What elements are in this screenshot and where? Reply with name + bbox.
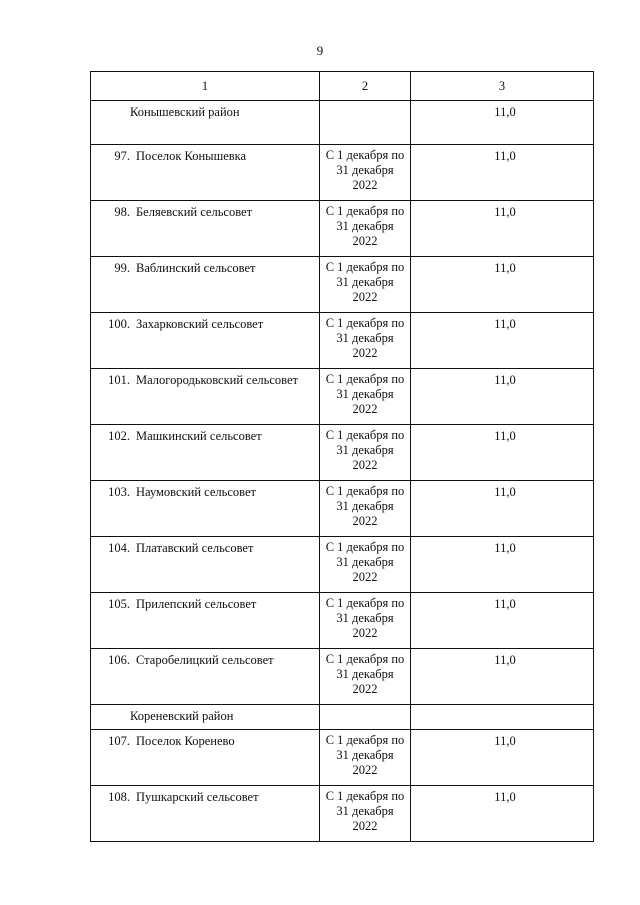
settlement-name: Машкинский сельсовет [136, 429, 262, 443]
row-number: 107. [108, 734, 130, 748]
value-text: 11,0 [494, 541, 516, 555]
value-text: 11,0 [494, 149, 516, 163]
table-body [91, 72, 594, 842]
settlement-cell [91, 425, 320, 481]
settlement-cell [91, 730, 320, 786]
table-row [91, 145, 594, 201]
period-cell [320, 145, 411, 201]
value-cell [411, 313, 594, 369]
district-value: 11,0 [494, 105, 516, 119]
period-text [320, 481, 410, 529]
period-line: 2022 [352, 290, 378, 304]
period-line: 31 декабря [336, 387, 394, 401]
period-text [320, 369, 410, 417]
settlement-name: Наумовский сельсовет [136, 485, 256, 499]
district-value [411, 705, 593, 709]
period-line: 31 декабря [336, 275, 394, 289]
period-line: 2022 [352, 346, 378, 360]
value-text: 11,0 [494, 790, 516, 804]
table-row [91, 786, 594, 842]
settlement-name: Старобелицкий сельсовет [136, 653, 274, 667]
table-row [91, 649, 594, 705]
row-number: 101. [108, 373, 130, 387]
settlement-cell [91, 369, 320, 425]
period-text [320, 649, 410, 697]
row-number: 104. [108, 541, 130, 555]
table-row [91, 593, 594, 649]
row-number: 106. [108, 653, 130, 667]
period-text [320, 786, 410, 834]
row-number: 97. [114, 149, 130, 163]
value-cell [411, 257, 594, 313]
period-line: 31 декабря [336, 611, 394, 625]
header-col-3: 3 [411, 72, 594, 101]
value-cell [411, 730, 594, 786]
row-number: 98. [114, 205, 130, 219]
period-cell [320, 786, 411, 842]
period-cell [320, 313, 411, 369]
header-col-2: 2 [320, 72, 411, 101]
period-line: 31 декабря [336, 555, 394, 569]
period-line: С 1 декабря по [325, 540, 405, 554]
settlement-name: Ваблинский сельсовет [136, 261, 256, 275]
period-line: С 1 декабря по [325, 372, 405, 386]
period-cell [320, 649, 411, 705]
table-row [91, 369, 594, 425]
table-row [91, 537, 594, 593]
value-cell [411, 145, 594, 201]
settlement-name: Захарковский сельсовет [136, 317, 264, 331]
value-text: 11,0 [494, 429, 516, 443]
period-line: 2022 [352, 178, 378, 192]
period-text [320, 730, 410, 778]
period-text [320, 425, 410, 473]
period-line: С 1 декабря по [325, 484, 405, 498]
value-text: 11,0 [494, 317, 516, 331]
settlement-name: Поселок Конышевка [136, 149, 247, 163]
settlement-cell [91, 313, 320, 369]
table-row [91, 313, 594, 369]
period-line: 31 декабря [336, 499, 394, 513]
period-line: 31 декабря [336, 748, 394, 762]
period-line: 31 декабря [336, 163, 394, 177]
period-line: 31 декабря [336, 804, 394, 818]
period-line: С 1 декабря по [325, 148, 405, 162]
settlement-name: Беляевский сельсовет [136, 205, 253, 219]
period-cell [320, 257, 411, 313]
period-line: С 1 декабря по [325, 260, 405, 274]
value-cell [411, 649, 594, 705]
row-number: 105. [108, 597, 130, 611]
table-row [91, 425, 594, 481]
period-line: 2022 [352, 514, 378, 528]
period-line: 31 декабря [336, 667, 394, 681]
settlement-name: Платавский сельсовет [136, 541, 254, 555]
table-header-row [91, 72, 594, 101]
period-cell [320, 369, 411, 425]
period-line: 31 декабря [336, 443, 394, 457]
value-cell [411, 369, 594, 425]
period-text [320, 145, 410, 193]
district-row [91, 101, 594, 145]
period-cell [320, 481, 411, 537]
period-cell [320, 201, 411, 257]
table-row [91, 201, 594, 257]
table-row [91, 481, 594, 537]
district-value-cell [411, 705, 594, 730]
period-text [320, 201, 410, 249]
period-line: С 1 декабря по [325, 733, 405, 747]
district-period-cell [320, 101, 411, 145]
value-text: 11,0 [494, 597, 516, 611]
value-text: 11,0 [494, 205, 516, 219]
period-line: 2022 [352, 763, 378, 777]
period-line: С 1 декабря по [325, 596, 405, 610]
period-line: 2022 [352, 819, 378, 833]
period-cell [320, 730, 411, 786]
value-cell [411, 786, 594, 842]
value-text: 11,0 [494, 373, 516, 387]
value-text: 11,0 [494, 653, 516, 667]
settlement-cell [91, 201, 320, 257]
period-line: С 1 декабря по [325, 789, 405, 803]
settlement-cell [91, 537, 320, 593]
period-text [320, 257, 410, 305]
tariff-table [90, 71, 594, 842]
value-text: 11,0 [494, 734, 516, 748]
row-number: 100. [108, 317, 130, 331]
row-number: 99. [114, 261, 130, 275]
district-name-cell [91, 101, 320, 145]
period-cell [320, 425, 411, 481]
table-row [91, 257, 594, 313]
period-text [320, 593, 410, 641]
page-number: 9 [316, 43, 324, 58]
row-number: 103. [108, 485, 130, 499]
settlement-name: Поселок Коренево [136, 734, 235, 748]
period-line: 31 декабря [336, 331, 394, 345]
settlement-name: Малогородьковский сельсовет [136, 373, 298, 387]
period-cell [320, 593, 411, 649]
settlement-cell [91, 593, 320, 649]
value-cell [411, 201, 594, 257]
district-row [91, 705, 594, 730]
settlement-cell [91, 145, 320, 201]
settlement-name: Пушкарский сельсовет [136, 790, 259, 804]
period-line: 31 декабря [336, 219, 394, 233]
value-cell [411, 537, 594, 593]
value-cell [411, 481, 594, 537]
period-line: С 1 декабря по [325, 204, 405, 218]
settlement-cell [91, 481, 320, 537]
row-number: 102. [108, 429, 130, 443]
header-col-1: 1 [91, 72, 320, 101]
period-text [320, 313, 410, 361]
district-name: Кореневский район [130, 709, 234, 723]
settlement-name: Прилепский сельсовет [136, 597, 257, 611]
settlement-cell [91, 649, 320, 705]
row-number: 108. [108, 790, 130, 804]
period-line: 2022 [352, 402, 378, 416]
value-cell [411, 425, 594, 481]
settlement-cell [91, 257, 320, 313]
period-line: 2022 [352, 626, 378, 640]
value-cell [411, 593, 594, 649]
district-name: Конышевский район [130, 105, 240, 119]
period-line: С 1 декабря по [325, 652, 405, 666]
settlement-cell [91, 786, 320, 842]
period-cell [320, 537, 411, 593]
period-line: 2022 [352, 234, 378, 248]
period-line: С 1 декабря по [325, 428, 405, 442]
period-line: 2022 [352, 570, 378, 584]
period-text [320, 537, 410, 585]
period-line: 2022 [352, 458, 378, 472]
district-value-cell [411, 101, 594, 145]
period-line: 2022 [352, 682, 378, 696]
value-text: 11,0 [494, 485, 516, 499]
period-line: С 1 декабря по [325, 316, 405, 330]
district-period-cell [320, 705, 411, 730]
district-name-cell [91, 705, 320, 730]
table-row [91, 730, 594, 786]
value-text: 11,0 [494, 261, 516, 275]
